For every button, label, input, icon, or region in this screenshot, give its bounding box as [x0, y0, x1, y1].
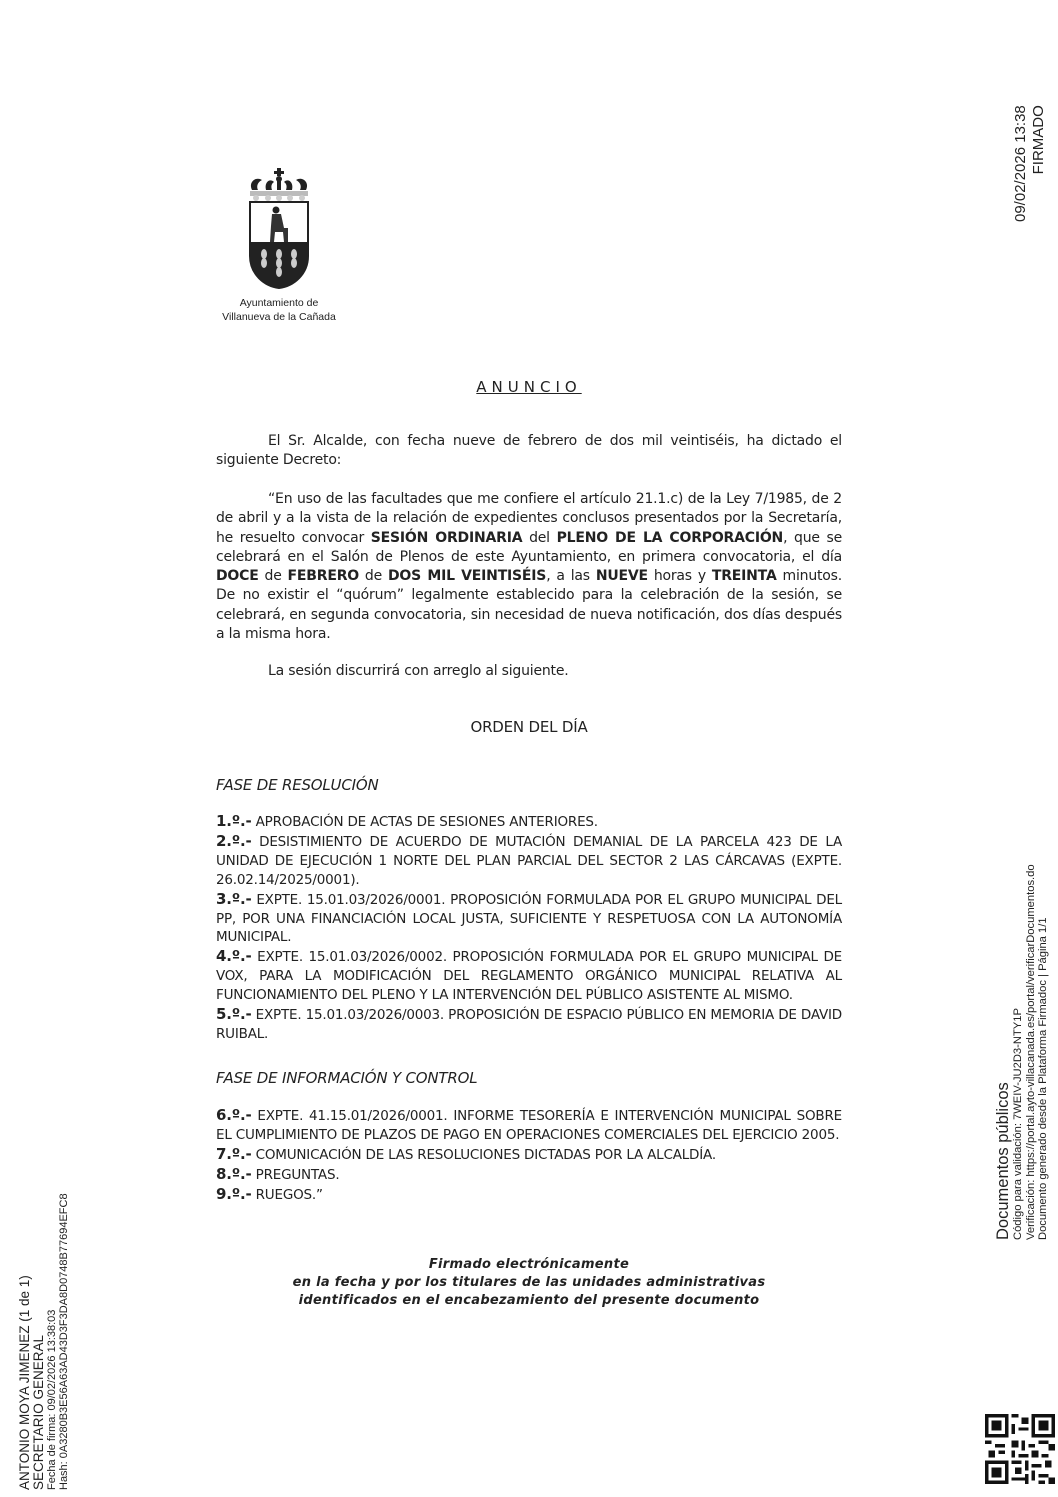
agenda-item: 3.º.- EXPTE. 15.01.03/2026/0001. PROPOSICIÓN FORMULADA POR EL GRUPO MUNICIPAL DEL PP, POR UNA FINANCIACIÓN LOCAL JUSTA, SUFICIENTE Y RESPETUOSA CON LA AUTONOMÍA MUNICIPAL.	[216, 889, 842, 946]
signature-stamp	[1012, 92, 1052, 222]
electronic-signature-notice: Firmado electrónicamente en la fecha y por los titulares de las unidades administrativas identificados en el encabezamiento del presente documento	[292, 1257, 766, 1308]
session-paragraph: La sesión discurrirá con arreglo al siguiente.	[268, 663, 569, 679]
signature-hash: Hash: 0A3280B3E56A63AD43D3F3DA8D0748B77694EFC8	[58, 1193, 70, 1490]
agenda-list	[216, 1106, 842, 1205]
logo-line-1: Ayuntamiento de	[239, 297, 319, 309]
agenda-item: 5.º.- EXPTE. 15.01.03/2026/0003. PROPOSICIÓN DE ESPACIO PÚBLICO EN MEMORIA DE DAVID RUIBAL.	[216, 1005, 842, 1042]
intro-paragraph: El Sr. Alcalde, con fecha nueve de febrero de dos mil veintiséis, ha dictado el siguiente Decreto:	[216, 433, 842, 469]
verification-title: Documentos públicos	[994, 1082, 1012, 1240]
verification-url[interactable]: Verificación: https://portal.ayto-villacanada.es/portal/verificarDocumentos.do	[1024, 864, 1037, 1240]
signer-block	[18, 1030, 78, 1490]
signer-role: SECRETARIO GENERAL	[31, 1334, 46, 1490]
verification-code: Código para validación: 7WEIV-JU2D3-NTY1P	[1012, 1008, 1024, 1240]
logo-line-2: Villanueva de la Cañada	[222, 311, 336, 323]
stamp-status: FIRMADO	[1030, 105, 1047, 175]
signature-date: Fecha de firma: 09/02/2026 13:38:03	[46, 1309, 58, 1490]
agenda-item: 9.º.- RUEGOS.”	[216, 1184, 323, 1203]
agenda-title: ORDEN DEL DÍA	[470, 718, 588, 736]
coat-of-arms-icon	[244, 168, 314, 293]
document-title: ANUNCIO	[476, 378, 582, 396]
agenda-list	[216, 812, 842, 1044]
phase-heading: FASE DE INFORMACIÓN Y CONTROL	[216, 1069, 478, 1087]
agenda-item: 6.º.- EXPTE. 41.15.01/2026/0001. INFORME TESORERÍA E INTERVENCIÓN MUNICIPAL SOBRE EL CUMPLIMIENTO DE PLAZOS DE PAGO EN OPERACIONES COMERCIALES DEL EJERCICIO 2005.	[216, 1106, 842, 1143]
verification-block	[994, 864, 1054, 1240]
agenda-item: 8.º.- PREGUNTAS.	[216, 1164, 340, 1183]
agenda-item: 1.º.- APROBACIÓN DE ACTAS DE SESIONES ANTERIORES.	[216, 812, 598, 830]
agenda-item: 7.º.- COMUNICACIÓN DE LAS RESOLUCIONES DICTADAS POR LA ALCALDÍA.	[216, 1144, 716, 1163]
qr-code-icon	[985, 1414, 1055, 1484]
phase-heading: FASE DE RESOLUCIÓN	[216, 776, 379, 794]
decree-paragraph: “En uso de las facultades que me confiere el artículo 21.1.c) de la Ley 7/1985, de 2 de abril y a la vista de la relación de expedientes conclusos presentados por la Secretaría, he resuelto convocar SESIÓN ORDINARIA del PLENO DE LA CORPORACIÓN, que se celebrará en el Salón de Plenos de este Ayuntamiento, en primera convocatoria, el día DOCE de FEBRERO de DOS MIL VEINTISÉIS, a las NUEVE horas y TREINTA minutos. De no existir el “quórum” legalmente establecido para la celebración de la sesión, se celebrará, en segunda convocatoria, sin necesidad de nueva notificación, dos días después a la misma hora.	[216, 491, 843, 643]
agenda-item: 4.º.- EXPTE. 15.01.03/2026/0002. PROPOSICIÓN FORMULADA POR EL GRUPO MUNICIPAL DE VOX, PARA LA MODIFICACIÓN DEL REGLAMENTO ORGÁNICO MUNICIPAL RELATIVA AL FUNCIONAMIENTO DEL PLENO Y LA INTERVENCIÓN DEL PÚBLICO ASISTENTE AL MISMO.	[216, 947, 842, 1004]
stamp-datetime: 09/02/2026 13:38	[1012, 105, 1029, 222]
agenda-item: 2.º.- DESISTIMIENTO DE ACUERDO DE MUTACIÓN DEMANIAL DE LA PARCELA 423 DE LA UNIDAD DE EJECUCIÓN 1 NORTE DEL PLAN PARCIAL DEL SECTOR 2 LAS CÁRCAVAS (EXPTE. 26.02.14/2025/0001).	[216, 831, 842, 888]
municipality-logo	[214, 168, 344, 328]
generated-by: Documento generado desde la Plataforma Firmadoc | Página 1/1	[1037, 917, 1049, 1240]
signer-name: ANTONIO MOYA JIMENEZ (1 de 1)	[17, 1275, 32, 1490]
